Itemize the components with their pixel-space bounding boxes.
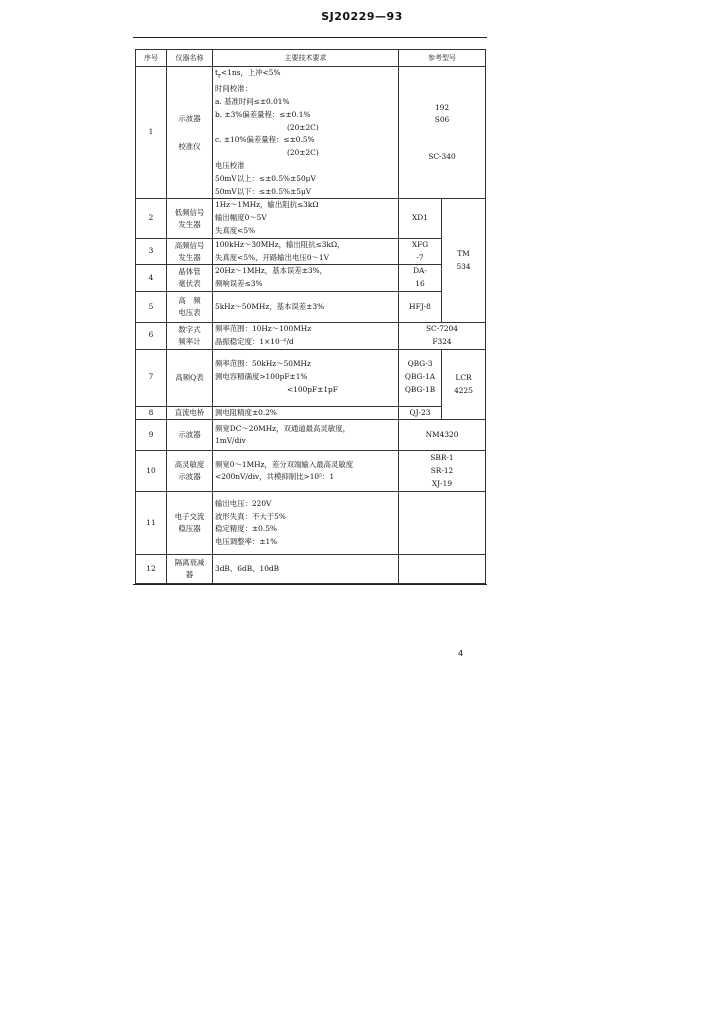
reference-model: HFJ-8 xyxy=(399,292,442,323)
page-number: 4 xyxy=(458,649,464,658)
row-number: 5 xyxy=(136,292,167,323)
column-header-no: 序号 xyxy=(136,50,167,67)
reference-model: DA- 16 xyxy=(399,265,442,292)
table-row xyxy=(136,451,486,492)
instrument-name: 高灵敏度 示波器 xyxy=(167,451,213,492)
row-number: 7 xyxy=(136,349,167,406)
technical-requirements xyxy=(213,67,399,199)
shared-reference-model-tm: TM 534 xyxy=(442,199,486,323)
row-number: 9 xyxy=(136,420,167,451)
table-row xyxy=(136,67,486,199)
instrument-name: 数字式 频率计 xyxy=(167,323,213,350)
requirement-line: b. ±3%偏差量程：≤±0.1% xyxy=(215,109,311,119)
reference-model: XFG -7 xyxy=(399,238,442,265)
instrument-name: 电子交流 稳压器 xyxy=(167,492,213,555)
instrument-name: 直流电桥 xyxy=(167,406,213,420)
row-number: 12 xyxy=(136,555,167,584)
table-row xyxy=(136,420,486,451)
requirement-line: 50mV以上：≤±0.5%±50μV xyxy=(215,173,316,183)
instrument-spec-table xyxy=(135,49,486,584)
technical-requirements: 测电阻精度±0.2% xyxy=(213,406,399,420)
technical-requirements: 输出电压：220V 波形失真：不大于5% 稳定精度：±0.5% 电压调整率：±1% xyxy=(213,492,399,555)
table-row xyxy=(136,323,486,350)
reference-model: SBR-1 SR-12 XJ-19 xyxy=(399,451,486,492)
reference-model: SC-7204 F324 xyxy=(399,323,486,350)
requirement-line: $t_r<1ns$，上冲<5% xyxy=(215,68,281,80)
table-bottom-rule xyxy=(133,584,487,585)
requirement-line: 50mV以下：≤±0.5%±5μV xyxy=(215,186,312,196)
technical-requirements: 频率范围：50kHz～50MHz 测电容精确度>100pF±1% <100pF±1pF xyxy=(213,349,399,406)
column-header-name: 仪器名称 xyxy=(167,50,213,67)
technical-requirements: 100kHz～30MHz，输出阻抗≤3kΩ， 失真度<5%，开路输出电压0～1V xyxy=(213,238,399,265)
instrument-name: 示波器 xyxy=(167,420,213,451)
reference-model: XD1 xyxy=(399,199,442,238)
column-header-requirements: 主要技术要求 xyxy=(213,50,399,67)
reference-model: NM4320 xyxy=(399,420,486,451)
row-number: 2 xyxy=(136,199,167,238)
header-rule xyxy=(133,37,487,38)
table-row xyxy=(136,292,486,323)
row-number: 6 xyxy=(136,323,167,350)
technical-requirements: 3dB、6dB、10dB xyxy=(213,555,399,584)
table-row xyxy=(136,265,486,292)
instrument-name: 晶体管 毫伏表 xyxy=(167,265,213,292)
instrument-name: 高 频 电压表 xyxy=(167,292,213,323)
technical-requirements: 20Hz～1MHz，基本误差±3%， 频响误差≤3% xyxy=(213,265,399,292)
requirement-line: (20±2C) xyxy=(287,148,319,158)
row-number: 3 xyxy=(136,238,167,265)
reference-model xyxy=(399,555,486,584)
row-number: 11 xyxy=(136,492,167,555)
table-row xyxy=(136,199,486,238)
requirement-line: a. 基准时间≤±0.01% xyxy=(215,97,290,107)
table-header-row xyxy=(136,50,486,67)
technical-requirements: 1Hz～1MHz，输出阻抗≤3kΩ 输出幅度0～5V 失真度<5% xyxy=(213,199,399,238)
instrument-name: 示波器 校准仪 xyxy=(167,67,213,199)
instrument-name: 高频Q表 xyxy=(167,349,213,406)
instrument-name: 隔离衰减 器 xyxy=(167,555,213,584)
instrument-name: 低频信号 发生器 xyxy=(167,199,213,238)
column-header-model: 参考型号 xyxy=(399,50,486,67)
table-row xyxy=(136,349,486,406)
reference-model: QJ-23 xyxy=(399,406,442,420)
reference-model: QBG-3 QBG-1A QBG-1B xyxy=(399,349,442,406)
row-number: 8 xyxy=(136,406,167,420)
technical-requirements: 5kHz～50MHz，基本误差±3% xyxy=(213,292,399,323)
table-row xyxy=(136,555,486,584)
reference-model xyxy=(399,492,486,555)
technical-requirements: 频率范围：10Hz～100MHz 晶振稳定度：1×10⁻⁶/d xyxy=(213,323,399,350)
reference-model: 192 S06 SC-340 xyxy=(399,67,486,199)
row-number: 10 xyxy=(136,451,167,492)
technical-requirements: 频宽DC～20MHz，双通道最高灵敏度， 1mV/div xyxy=(213,420,399,451)
shared-reference-model-lcr: LCR 4225 xyxy=(442,349,486,420)
table-row xyxy=(136,406,486,420)
document-code-header: SJ20229—93 xyxy=(321,10,403,23)
table-row xyxy=(136,492,486,555)
table-row xyxy=(136,238,486,265)
technical-requirements: 频宽0～1MHz，差分双端输入最高灵敏度 <200nV/div，共模抑制比>10⁵：1 xyxy=(213,451,399,492)
requirement-line: 时间校准： xyxy=(215,84,252,94)
requirement-line: 电压校准 xyxy=(215,161,245,171)
instrument-name: 高频信号 发生器 xyxy=(167,238,213,265)
row-number: 4 xyxy=(136,265,167,292)
requirement-line: c. ±10%偏差量程：≤±0.5% xyxy=(215,135,315,145)
row-number: 1 xyxy=(136,67,167,199)
requirement-line: (20±2C) xyxy=(287,122,319,132)
